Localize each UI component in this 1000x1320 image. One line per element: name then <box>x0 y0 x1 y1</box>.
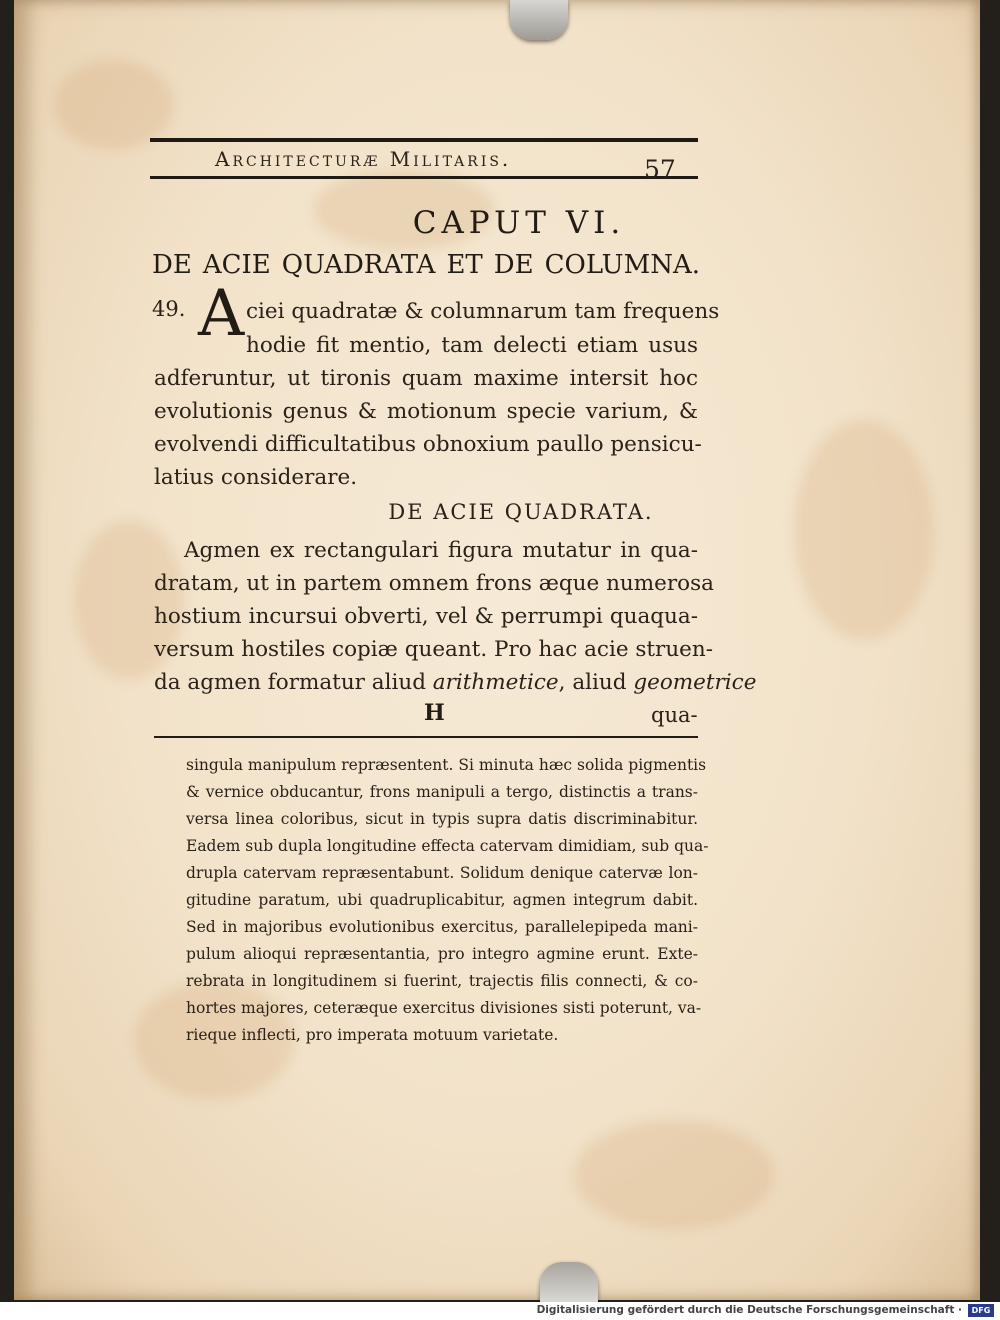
footnote-line: & vernice obducantur, frons manipuli a tergo, distinctis a trans- <box>186 783 698 801</box>
chapter-title: CAPUT VI. <box>412 205 626 241</box>
paragraph-line: ciei quadratæ & columnarum tam frequens <box>246 299 720 324</box>
signature-mark: H <box>424 700 445 726</box>
header-rule-top <box>150 138 698 142</box>
dfg-logo: DFG <box>968 1304 994 1317</box>
foxing-stain <box>54 60 174 150</box>
footnote-rule <box>154 736 698 738</box>
footnote-line: rieque inflecti, pro imperata motuum varietate. <box>186 1026 559 1044</box>
paragraph-line: latius considerare. <box>154 465 358 490</box>
footnote-line: singula manipulum repræsentent. Si minuta hæc solida pigmentis <box>186 756 707 774</box>
foxing-stain <box>574 1120 774 1230</box>
footnote-line: Sed in majoribus evolutionibus exercitus, parallelepipeda mani- <box>186 918 698 936</box>
header-rule-bottom <box>150 176 698 179</box>
section-text: da agmen formatur aliud <box>154 670 433 695</box>
section-line-last <box>154 670 757 695</box>
page-clip-bottom <box>540 1262 598 1302</box>
page-clip-top <box>510 0 568 40</box>
section-line: dratam, ut in partem omnem frons æque numerosa <box>154 571 714 596</box>
italic-term: geometrice <box>633 670 757 695</box>
footnote-line: drupla catervam repræsentabunt. Solidum denique catervæ lon- <box>186 864 698 882</box>
paragraph-line: adferuntur, ut tironis quam maxime intersit hoc <box>154 366 698 391</box>
footnote-line: pulum alioqui repræsentantia, pro integro agmine erunt. Exte- <box>186 945 698 963</box>
footnote-line: rebrata in longitudinem si fuerint, trajectis filis connecti, & co- <box>186 972 698 990</box>
section-line: Agmen ex rectangulari figura mutatur in qua- <box>184 538 698 563</box>
section-heading: DE ACIE QUADRATA. <box>388 500 654 524</box>
catchword: qua- <box>651 703 698 727</box>
page-number: 57 <box>644 155 676 184</box>
section-text: , aliud <box>558 670 634 695</box>
paragraph-line: evolutionis genus & motionum specie varium, & <box>154 399 698 424</box>
footnote-line: versa linea coloribus, sicut in typis supra datis discriminabitur. <box>186 810 698 828</box>
footnote-line: gitudine paratum, ubi quadruplicabitur, agmen integrum dabit. <box>186 891 698 909</box>
paragraph-line: evolvendi difficultatibus obnoxium paullo pensicu- <box>154 432 702 457</box>
foxing-stain <box>794 420 934 640</box>
section-line: versum hostiles copiæ queant. Pro hac acie struen- <box>154 637 714 662</box>
footnote-line: Eadem sub dupla longitudine effecta catervam dimidiam, sub qua- <box>186 837 709 855</box>
paragraph-line: hodie fit mentio, tam delecti etiam usus <box>246 333 698 358</box>
paragraph-number: 49. <box>152 297 186 321</box>
digitization-credit: Digitalisierung gefördert durch die Deutsche Forschungsgemeinschaft · <box>536 1304 962 1316</box>
chapter-subtitle: DE ACIE QUADRATA ET DE COLUMNA. <box>152 250 700 280</box>
drop-capital: A <box>198 277 245 351</box>
running-head: Architecturæ Militaris. <box>215 147 512 171</box>
section-line: hostium incursui obverti, vel & perrumpi quaqua- <box>154 604 698 629</box>
italic-term: arithmetice <box>432 670 559 695</box>
footnote-line: hortes majores, ceteræque exercitus divisiones sisti poterunt, va- <box>186 999 702 1017</box>
